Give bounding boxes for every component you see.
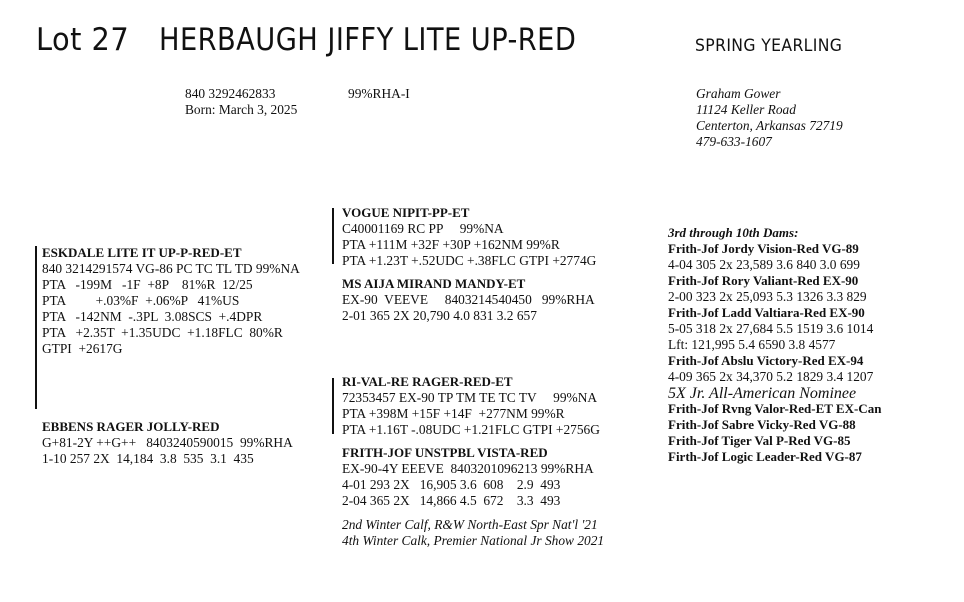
sire-sire-name: VOGUE NIPIT-PP-ET [342, 205, 470, 220]
sire-name: ESKDALE LITE IT UP-P-RED-ET [42, 245, 242, 260]
sire-line: PTA -142NM -.3PL 3.08SCS +.4DPR [42, 309, 263, 324]
dam-dam-line: 4-01 293 2X 16,905 3.6 608 2.9 493 [342, 477, 561, 492]
dam-ancestor-record: 5-05 318 2x 27,684 5.5 1519 3.6 1014 [668, 321, 874, 336]
lot-number: Lot 27 [36, 22, 130, 58]
consignor-phone: 479-633-1607 [696, 134, 772, 149]
registration-id: 840 3292462833 [185, 86, 276, 101]
dam-ancestor-record: 4-04 305 2x 23,589 3.6 840 3.0 699 [668, 257, 860, 272]
dam-sire-line: PTA +398M +15F +14F +277NM 99%R [342, 406, 565, 421]
dam-ancestor-record: 2-00 323 2x 25,093 5.3 1326 3.3 829 [668, 289, 867, 304]
sire-sire-line: PTA +111M +32F +30P +162NM 99%R [342, 237, 560, 252]
pedigree-bracket-main [35, 246, 37, 409]
dam-dam-line: 2-04 365 2X 14,866 4.5 672 3.3 493 [342, 493, 561, 508]
dam-sire-name: RI-VAL-RE RAGER-RED-ET [342, 374, 513, 389]
dam-ancestor-name: Frith-Jof Rvng Valor-Red-ET EX-Can [668, 401, 882, 416]
sire-sire-line: C40001169 RC PP 99%NA [342, 221, 504, 236]
sire-dam-line: 2-01 365 2X 20,790 4.0 831 3.2 657 [342, 308, 537, 323]
sire-sire-line: PTA +1.23T +.52UDC +.38FLC GTPI +2774G [342, 253, 597, 268]
pedigree-bracket-sire [332, 208, 334, 264]
dam-ancestor-name: Frith-Jof Rory Valiant-Red EX-90 [668, 273, 859, 288]
sire-line: GTPI +2617G [42, 341, 123, 356]
dam-ancestor-name: Frith-Jof Tiger Val P-Red VG-85 [668, 433, 851, 448]
dam-dam-line: EX-90-4Y EEEVE 8403201096213 99%RHA [342, 461, 594, 476]
dams-heading: 3rd through 10th Dams: [668, 225, 799, 240]
consignor-city: Centerton, Arkansas 72719 [696, 118, 843, 133]
sire-line: PTA +2.35T +1.35UDC +1.18FLC 80%R [42, 325, 283, 340]
class-label: SPRING YEARLING [695, 36, 843, 56]
dam-ancestor-record: 4-09 365 2x 34,370 5.2 1829 3.4 1207 [668, 369, 874, 384]
sire-line: 840 3214291574 VG-86 PC TC TL TD 99%NA [42, 261, 300, 276]
award-line: 2nd Winter Calf, R&W North-East Spr Nat'l '21 [342, 517, 598, 532]
dam-sire-line: PTA +1.16T -.08UDC +1.21FLC GTPI +2756G [342, 422, 600, 437]
dam-ancestor-name: Firth-Jof Logic Leader-Red VG-87 [668, 449, 862, 464]
pedigree-bracket-dam [332, 378, 334, 434]
dam-line: G+81-2Y ++G++ 8403240590015 99%RHA [42, 435, 293, 450]
sire-line: PTA +.03%F +.06%P 41%US [42, 293, 240, 308]
sire-line: PTA -199M -1F +8P 81%R 12/25 [42, 277, 253, 292]
dam-ancestor-name: Frith-Jof Jordy Vision-Red VG-89 [668, 241, 859, 256]
horse-name: HERBAUGH JIFFY LITE UP-RED [159, 22, 577, 58]
dam-line: 1-10 257 2X 14,184 3.8 535 3.1 435 [42, 451, 254, 466]
sire-dam-name: MS AIJA MIRAND MANDY-ET [342, 276, 526, 291]
registration-rha: 99%RHA-I [348, 86, 410, 101]
dam-dam-name: FRITH-JOF UNSTPBL VISTA-RED [342, 445, 548, 460]
dam-ancestor-name: Frith-Jof Abslu Victory-Red EX-94 [668, 353, 864, 368]
consignor-name: Graham Gower [696, 86, 781, 101]
sire-dam-line: EX-90 VEEVE 8403214540450 99%RHA [342, 292, 595, 307]
dam-ancestor-note: 5X Jr. All-American Nominee [668, 385, 857, 402]
dam-name: EBBENS RAGER JOLLY-RED [42, 419, 220, 434]
dam-ancestor-name: Frith-Jof Sabre Vicky-Red VG-88 [668, 417, 856, 432]
dam-ancestor-name: Frith-Jof Ladd Valtiara-Red EX-90 [668, 305, 865, 320]
dam-sire-line: 72353457 EX-90 TP TM TE TC TV 99%NA [342, 390, 598, 405]
birth-date: Born: March 3, 2025 [185, 102, 298, 117]
award-line: 4th Winter Calk, Premier National Jr Show 2021 [342, 533, 605, 548]
consignor-street: 11124 Keller Road [696, 102, 796, 117]
dam-ancestor-record: Lft: 121,995 5.4 6590 3.8 4577 [668, 337, 836, 352]
